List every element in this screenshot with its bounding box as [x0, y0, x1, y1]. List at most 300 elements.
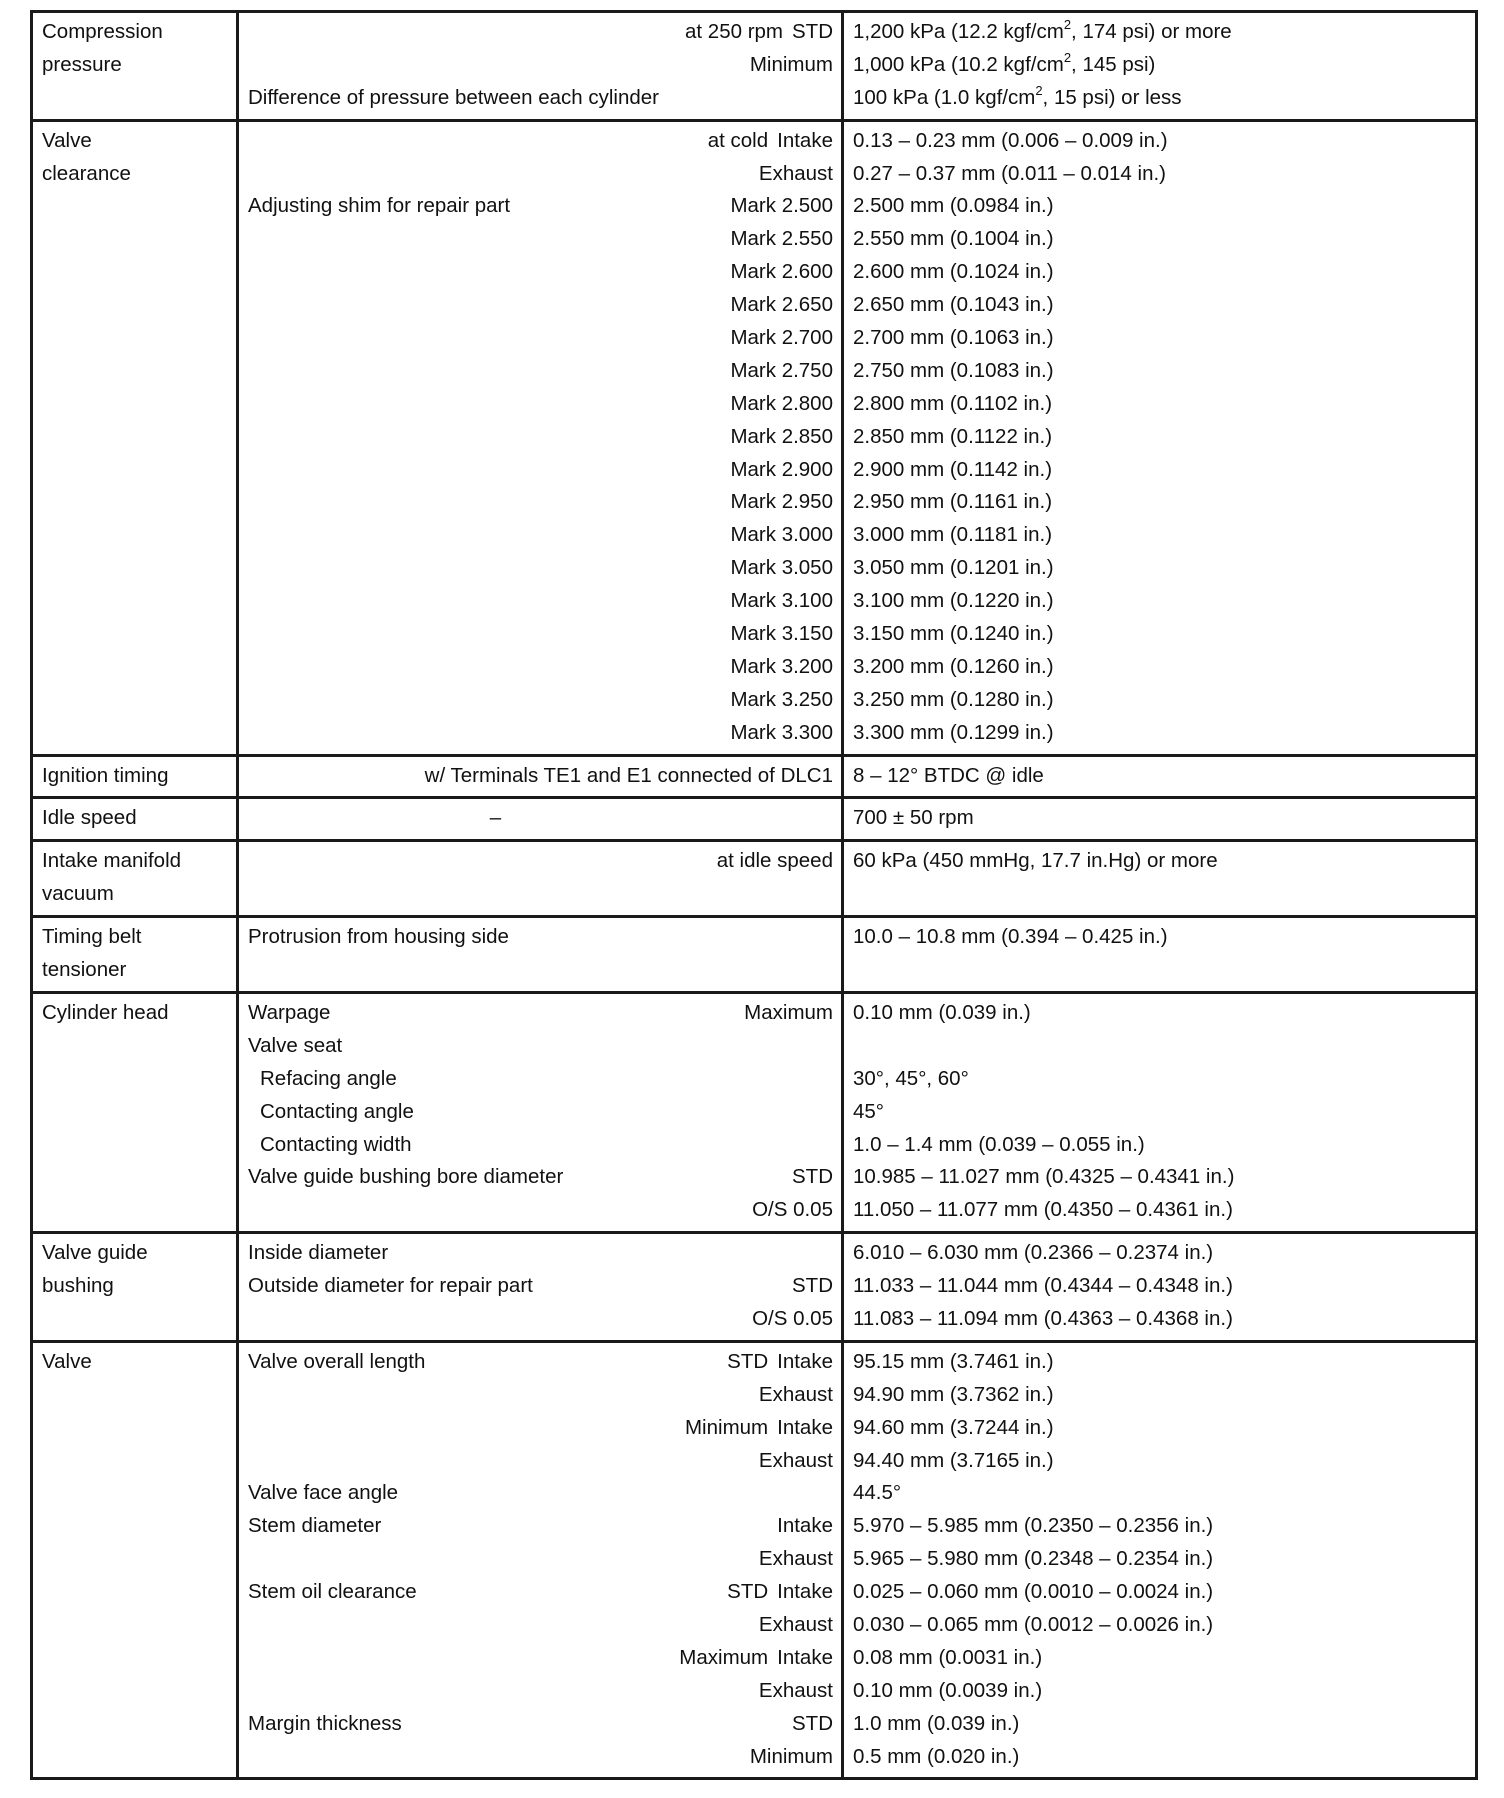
condition-line [248, 1412, 833, 1445]
condition-spacer [248, 1412, 685, 1445]
condition-qualifier [717, 845, 833, 878]
spec-value: 95.15 mm (3.7461 in.) [853, 1349, 1054, 1373]
condition-label: Outside diameter for repair part [248, 1274, 533, 1298]
condition-qualifier [792, 1708, 833, 1741]
spec-value: 94.90 mm (3.7362 in.) [853, 1382, 1054, 1406]
spec-category-cell [32, 755, 238, 798]
condition-spacer [417, 1576, 728, 1609]
condition-label: Contacting angle [260, 1099, 414, 1123]
qualifier-b: w/ Terminals TE1 and E1 connected of DLC1 [424, 763, 833, 787]
condition-qualifier [425, 760, 833, 793]
condition-label: Valve face angle [248, 1481, 399, 1505]
condition-spacer [510, 190, 730, 223]
condition-spacer [248, 618, 730, 651]
condition-qualifier [752, 1303, 833, 1336]
condition-qualifier [730, 289, 833, 322]
condition-qualifier [730, 684, 833, 717]
condition-line [248, 1096, 833, 1129]
spec-value-cell [843, 120, 1477, 755]
condition-spacer [248, 585, 730, 618]
condition-qualifier [730, 486, 833, 519]
condition-spacer [412, 1129, 833, 1162]
spec-category [33, 1234, 236, 1307]
condition-spacer [248, 454, 730, 487]
qualifier-b: STD [792, 1711, 833, 1735]
condition-qualifier [777, 1510, 833, 1543]
condition-spacer [248, 1675, 759, 1708]
spec-value: 10.0 – 10.8 mm (0.394 – 0.425 in.) [853, 925, 1168, 949]
condition-line [248, 1346, 833, 1379]
qualifier-b: Mark 2.550 [730, 227, 833, 251]
condition-label: Valve guide bushing bore diameter [248, 1165, 564, 1189]
spec-category [33, 122, 236, 195]
condition-qualifier [730, 256, 833, 289]
spec-value: 3.100 mm (0.1220 in.) [853, 589, 1054, 613]
qualifier-b: Mark 2.600 [730, 260, 833, 284]
spec-value: 0.10 mm (0.0039 in.) [853, 1678, 1043, 1702]
spec-value-cell [843, 798, 1477, 841]
category-line: Cylinder head [42, 1000, 169, 1024]
condition-qualifier [759, 1445, 833, 1478]
condition-spacer [342, 1030, 833, 1063]
condition-qualifier [730, 651, 833, 684]
condition-qualifier [685, 16, 833, 49]
spec-value: 45° [853, 1099, 885, 1123]
condition-line [248, 1741, 833, 1774]
spec-values [844, 994, 1475, 1231]
condition-spacer [248, 322, 730, 355]
spec-value: 3.050 mm (0.1201 in.) [853, 556, 1054, 580]
condition-spacer [248, 421, 730, 454]
condition-label: Refacing angle [260, 1066, 397, 1090]
condition-spacer [248, 651, 730, 684]
condition-line [248, 158, 833, 191]
condition-spacer [388, 1237, 833, 1270]
condition-line [248, 125, 833, 158]
condition-line [248, 1063, 833, 1096]
spec-value: 700 ± 50 rpm [853, 806, 974, 830]
spec-values [844, 13, 1475, 119]
condition-spacer [248, 16, 685, 49]
spec-values [844, 799, 1475, 839]
condition-line [248, 684, 833, 717]
spec-value: 2.600 mm (0.1024 in.) [853, 260, 1054, 284]
condition-spacer [248, 1379, 759, 1412]
spec-value-cell [843, 1341, 1477, 1779]
spec-value-cell [843, 917, 1477, 993]
spec-values [844, 122, 1475, 754]
spec-category [33, 842, 236, 915]
spec-group-row [32, 12, 1477, 121]
condition-spacer [248, 1609, 759, 1642]
condition-qualifier [792, 1161, 833, 1194]
spec-category-cell [32, 12, 238, 121]
spec-conditions [239, 757, 841, 797]
condition-line [248, 921, 833, 954]
spec-conditions [239, 918, 841, 991]
condition-line [248, 388, 833, 421]
qualifier-b: Mark 2.750 [730, 358, 833, 382]
condition-qualifier [727, 1576, 833, 1609]
condition-line [248, 997, 833, 1030]
condition-spacer [248, 845, 717, 878]
spec-conditions [239, 799, 841, 839]
condition-line [248, 1675, 833, 1708]
spec-values [844, 757, 1475, 797]
spec-category-cell [32, 992, 238, 1232]
condition-qualifier [730, 618, 833, 651]
condition-spacer [563, 1161, 792, 1194]
condition-qualifier [759, 158, 833, 191]
spec-value: 0.10 mm (0.039 in.) [853, 1000, 1031, 1024]
spec-value: 0.27 – 0.37 mm (0.011 – 0.014 in.) [853, 161, 1167, 185]
condition-qualifier [759, 1543, 833, 1576]
spec-category [33, 1343, 236, 1383]
qualifier-b: at idle speed [716, 849, 833, 873]
category-line: tensioner [42, 958, 127, 982]
condition-label: Contacting width [260, 1132, 412, 1156]
condition-line [248, 618, 833, 651]
condition-spacer [248, 125, 708, 158]
category-line: clearance [42, 161, 131, 185]
condition-qualifier [730, 421, 833, 454]
spec-values [844, 1234, 1475, 1340]
category-line: vacuum [42, 882, 114, 906]
spec-category [33, 799, 236, 839]
condition-line [248, 421, 833, 454]
spec-value: 3.300 mm (0.1299 in.) [853, 720, 1054, 744]
condition-qualifier [759, 1609, 833, 1642]
qualifier-b: STD [792, 1165, 833, 1189]
condition-line [248, 223, 833, 256]
condition-qualifier [730, 454, 833, 487]
spec-table-body [32, 12, 1477, 1779]
condition-qualifier [759, 1379, 833, 1412]
spec-value: 3.000 mm (0.1181 in.) [853, 523, 1053, 547]
spec-value: 10.985 – 11.027 mm (0.4325 – 0.4341 in.) [853, 1165, 1235, 1189]
spec-value: 100 kPa (1.0 kgf/$cm^2$, 15 psi) or less [853, 82, 1182, 109]
spec-value [853, 1030, 1467, 1063]
qualifier-b: Mark 2.800 [730, 391, 833, 415]
condition-line [248, 845, 833, 878]
spec-value: 11.050 – 11.077 mm (0.4350 – 0.4361 in.) [853, 1198, 1233, 1222]
condition-line [248, 49, 833, 82]
spec-conditions [239, 1343, 841, 1778]
condition-line [248, 1510, 833, 1543]
qualifier-a: at cold [707, 128, 769, 152]
spec-category [33, 918, 236, 991]
qualifier-b: Intake [777, 1415, 833, 1439]
qualifier-b: Intake [777, 1580, 833, 1604]
qualifier-b: Exhaust [758, 1612, 833, 1636]
category-line: Timing belt [42, 925, 142, 949]
condition-qualifier [727, 1346, 833, 1379]
spec-value: 3.200 mm (0.1260 in.) [853, 654, 1054, 678]
condition-spacer [248, 519, 730, 552]
qualifier-b: Intake [777, 128, 833, 152]
condition-line [248, 1642, 833, 1675]
spec-value: 2.700 mm (0.1063 in.) [853, 326, 1054, 350]
spec-value: 0.5 mm (0.020 in.) [853, 1744, 1020, 1768]
spec-table [30, 10, 1478, 1780]
spec-condition-cell [238, 841, 843, 917]
qualifier-a: Maximum [679, 1645, 769, 1669]
spacer-line [248, 954, 833, 987]
condition-label: Protrusion from housing side [248, 925, 509, 949]
spec-value-cell [843, 1233, 1477, 1342]
condition-label: Warpage [248, 1000, 331, 1024]
spec-condition-cell [238, 1341, 843, 1779]
condition-line [248, 1379, 833, 1412]
condition-qualifier [730, 355, 833, 388]
qualifier-b: Maximum [744, 1000, 833, 1024]
condition-spacer [248, 684, 730, 717]
category-line: Idle speed [42, 806, 137, 830]
spec-group-row [32, 841, 1477, 917]
condition-qualifier [730, 223, 833, 256]
condition-qualifier [708, 125, 833, 158]
spec-value: 60 kPa (450 mmHg, 17.7 in.Hg) or more [853, 849, 1218, 873]
condition-spacer [248, 1445, 759, 1478]
spec-value: 8 – 12° BTDC @ idle [853, 763, 1044, 787]
condition-qualifier [679, 1642, 833, 1675]
spec-conditions [239, 842, 841, 915]
condition-qualifier [730, 190, 833, 223]
spec-condition-cell [238, 992, 843, 1232]
spec-category-cell [32, 1341, 238, 1779]
condition-spacer [248, 1194, 752, 1227]
qualifier-b: Exhaust [758, 1382, 833, 1406]
category-line: Valve [42, 128, 92, 152]
spec-value: 11.033 – 11.044 mm (0.4344 – 0.4348 in.) [853, 1274, 1233, 1298]
spec-group-row [32, 120, 1477, 755]
spec-category-cell [32, 917, 238, 993]
spec-condition-cell [238, 917, 843, 993]
category-line: Valve [42, 1349, 92, 1373]
qualifier-b: Intake [777, 1349, 833, 1373]
condition-spacer [414, 1096, 833, 1129]
qualifier-b: Minimum [749, 1744, 833, 1768]
spec-value: 5.965 – 5.980 mm (0.2348 – 0.2354 in.) [853, 1547, 1214, 1571]
spec-category-cell [32, 1233, 238, 1342]
condition-label: Inside diameter [248, 1241, 389, 1265]
spec-value: 2.800 mm (0.1102 in.) [853, 391, 1053, 415]
condition-line [248, 1194, 833, 1227]
condition-qualifier [752, 1194, 833, 1227]
qualifier-b: Intake [777, 1514, 833, 1538]
qualifier-b: O/S 0.05 [752, 1198, 833, 1222]
condition-label: Stem oil clearance [248, 1580, 417, 1604]
condition-line [248, 1270, 833, 1303]
spec-conditions [239, 994, 841, 1231]
spec-category [33, 13, 236, 86]
condition-line [248, 1708, 833, 1741]
spec-value: 94.60 mm (3.7244 in.) [853, 1415, 1054, 1439]
spec-values [844, 842, 1475, 882]
qualifier-b: Mark 3.150 [730, 622, 833, 646]
category-line: Valve guide [42, 1241, 148, 1265]
spec-value: 30°, 45°, 60° [853, 1066, 969, 1090]
qualifier-a: at 250 rpm [685, 20, 783, 43]
qualifier-b: Mark 2.900 [730, 457, 833, 481]
spec-value: 2.900 mm (0.1142 in.) [853, 457, 1053, 481]
spec-value: 11.083 – 11.094 mm (0.4363 – 0.4368 in.) [853, 1306, 1233, 1330]
qualifier-b: Exhaust [758, 1547, 833, 1571]
spec-condition-cell [238, 12, 843, 121]
condition-qualifier [750, 1741, 833, 1774]
condition-label: Margin thickness [248, 1711, 402, 1735]
qualifier-b: Mark 3.200 [730, 654, 833, 678]
spec-group-row [32, 917, 1477, 993]
condition-line [248, 651, 833, 684]
condition-qualifier [685, 1412, 833, 1445]
condition-line [248, 1030, 833, 1063]
qualifier-b: Mark 3.100 [730, 589, 833, 613]
spacer-line [248, 878, 833, 911]
condition-spacer [248, 1741, 750, 1774]
spec-value-cell [843, 12, 1477, 121]
condition-line [248, 289, 833, 322]
spec-value: 1.0 – 1.4 mm (0.039 – 0.055 in.) [853, 1132, 1145, 1156]
condition-line [248, 717, 833, 750]
condition-line [248, 1237, 833, 1270]
qualifier-b: Mark 2.650 [730, 293, 833, 317]
condition-line [248, 1129, 833, 1162]
condition-qualifier [730, 552, 833, 585]
condition-line [248, 760, 833, 793]
condition-spacer [248, 223, 730, 256]
qualifier-b: Exhaust [758, 161, 833, 185]
spec-value: 1,200 kPa (12.2 kgf/$cm^2$, 174 psi) or more [853, 17, 1232, 43]
condition-spacer [248, 158, 759, 191]
spec-value: 44.5° [853, 1481, 902, 1505]
qualifier-b: STD [792, 20, 833, 43]
condition-line [248, 1576, 833, 1609]
condition-spacer [425, 1346, 727, 1379]
category-line: Compression [42, 20, 163, 43]
spec-value: 2.650 mm (0.1043 in.) [853, 293, 1054, 317]
spec-category [33, 757, 236, 797]
qualifier-b: Mark 3.050 [730, 556, 833, 580]
condition-spacer [398, 1477, 833, 1510]
condition-line [248, 552, 833, 585]
spec-value: 2.950 mm (0.1161 in.) [853, 490, 1053, 514]
condition-line [248, 802, 833, 835]
spec-values [844, 918, 1475, 958]
spec-group-row [32, 755, 1477, 798]
condition-spacer [248, 760, 425, 793]
qualifier-b: Mark 3.250 [730, 687, 833, 711]
spec-value: 0.025 – 0.060 mm (0.0010 – 0.0024 in.) [853, 1580, 1214, 1604]
condition-qualifier [792, 1270, 833, 1303]
qualifier-b: Mark 2.500 [730, 194, 833, 218]
condition-line [248, 322, 833, 355]
condition-label: Difference of pressure between each cylinder [248, 85, 659, 109]
spec-condition-cell [238, 120, 843, 755]
condition-spacer [248, 486, 730, 519]
spec-value-cell [843, 755, 1477, 798]
category-line: pressure [42, 52, 122, 76]
qualifier-b: Mark 2.700 [730, 326, 833, 350]
spec-condition-cell [238, 1233, 843, 1342]
condition-spacer [248, 256, 730, 289]
category-line: Intake manifold [42, 849, 182, 873]
spec-category-cell [32, 841, 238, 917]
qualifier-b: STD [792, 1274, 833, 1298]
category-line: Ignition timing [42, 763, 169, 787]
condition-line [248, 1303, 833, 1336]
spec-value: 3.150 mm (0.1240 in.) [853, 622, 1054, 646]
spec-category-cell [32, 798, 238, 841]
condition-line [248, 190, 833, 223]
condition-spacer [248, 552, 730, 585]
condition-spacer [248, 1642, 679, 1675]
spec-category [33, 994, 236, 1034]
condition-qualifier [730, 585, 833, 618]
qualifier-b: Minimum [749, 52, 833, 76]
condition-spacer [509, 921, 833, 954]
condition-line [248, 16, 833, 49]
condition-line [248, 1477, 833, 1510]
spec-value: 0.030 – 0.065 mm (0.0012 – 0.0026 in.) [853, 1612, 1214, 1636]
spec-value: 2.550 mm (0.1004 in.) [853, 227, 1054, 251]
spec-conditions [239, 13, 841, 119]
spec-value: 0.13 – 0.23 mm (0.006 – 0.009 in.) [853, 128, 1168, 152]
condition-qualifier [730, 388, 833, 421]
spec-value: 2.850 mm (0.1122 in.) [853, 424, 1053, 448]
spec-group-row [32, 1233, 1477, 1342]
condition-qualifier [730, 322, 833, 355]
qualifier-a: Minimum [684, 1415, 769, 1439]
spec-group-row [32, 798, 1477, 841]
qualifier-a: STD [727, 1580, 769, 1604]
condition-line [248, 82, 833, 115]
condition-spacer [659, 82, 833, 115]
condition-line [248, 454, 833, 487]
condition-spacer [248, 355, 730, 388]
spec-value: 0.08 mm (0.0031 in.) [853, 1645, 1043, 1669]
qualifier-b: Exhaust [758, 1678, 833, 1702]
condition-spacer [248, 289, 730, 322]
spec-value: 2.500 mm (0.0984 in.) [853, 194, 1054, 218]
qualifier-b: Intake [777, 1645, 833, 1669]
spec-value: 1,000 kPa (10.2 kgf/$cm^2$, 145 psi) [853, 50, 1156, 76]
condition-line [248, 1445, 833, 1478]
spec-value: 6.010 – 6.030 mm (0.2366 – 0.2374 in.) [853, 1241, 1214, 1265]
condition-spacer [248, 49, 750, 82]
qualifier-b: Mark 3.300 [730, 720, 833, 744]
qualifier-b: Mark 3.000 [730, 523, 833, 547]
condition-spacer [330, 997, 744, 1030]
condition-label: Valve overall length [248, 1349, 426, 1373]
qualifier-a: STD [727, 1349, 769, 1373]
qualifier-b: Exhaust [758, 1448, 833, 1472]
condition-label: Adjusting shim for repair part [248, 194, 511, 218]
spec-value: 94.40 mm (3.7165 in.) [853, 1448, 1054, 1472]
qualifier-b: Mark 2.850 [730, 424, 833, 448]
spec-condition-cell [238, 798, 843, 841]
condition-line [248, 519, 833, 552]
condition-label: Valve seat [248, 1033, 343, 1057]
spec-value: 5.970 – 5.985 mm (0.2350 – 0.2356 in.) [853, 1514, 1214, 1538]
spec-group-row [32, 1341, 1477, 1779]
condition-line [248, 355, 833, 388]
condition-line [248, 1609, 833, 1642]
spec-value: 2.750 mm (0.1083 in.) [853, 358, 1054, 382]
spec-values [844, 1343, 1475, 1778]
condition-qualifier [750, 49, 833, 82]
spec-group-row [32, 992, 1477, 1232]
